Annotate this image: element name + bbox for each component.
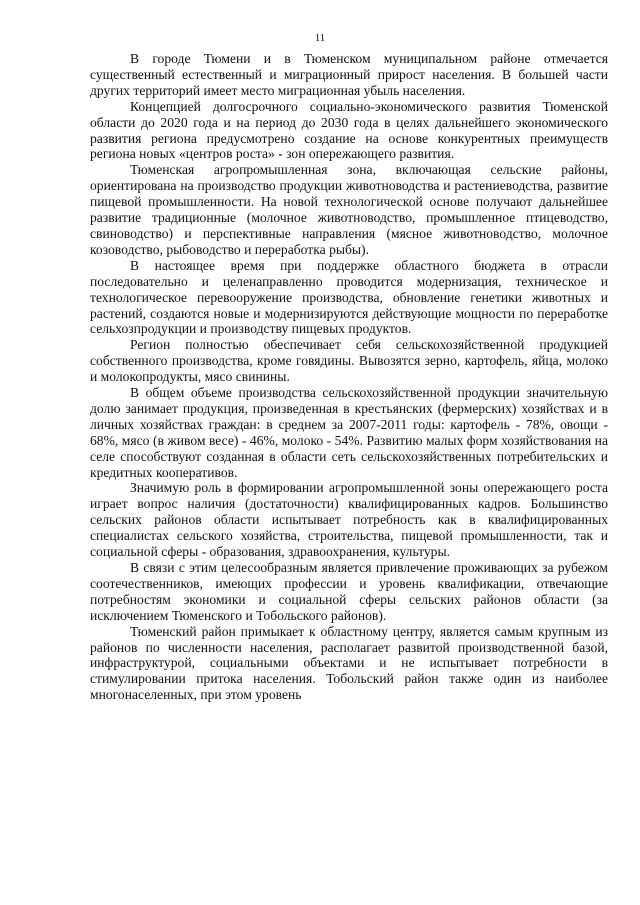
- paragraph-modernization: В настоящее время при поддержке областного бюджета в отрасли последовательно и целенаправленно проводится модернизация, техническое и технологическое перевооружение производства, обновление генетики животных и растений, создаются новые и модернизируются действующие мощности по переработке сельхозпродукции и производству пищевых продуктов.: [90, 257, 608, 337]
- paragraph-agro-zone: Тюменская агропромышленная зона, включающая сельские районы, ориентирована на производство продукции животноводства и растениеводства, развитие пищевой промышленности. На новой технологической основе получают дальнейшее развитие традиционные (молочное животноводство, промышленное птицеводство, свиноводство) и перспективные направления (мясное животноводство, молочное козоводство, рыбоводство и переработка рыбы).: [90, 162, 608, 257]
- paragraph-compatriots: В связи с этим целесообразным является привлечение проживающих за рубежом соотечественников, имеющих профессии и уровень квалификации, отвечающие потребностям экономики и социальной сферы сельских районов области (за исключением Тюменского и Тобольского районов).: [90, 560, 608, 623]
- paragraph-development-concept: Концепцией долгосрочного социально-экономического развития Тюменской области до 2020 года и на период до 2030 года в целях дальнейшего экономического развития региона предусмотрено создание на основе конкурентных преимуществ региона новых «центров роста» - зон опережающего развития.: [90, 98, 608, 162]
- paragraph-self-sufficiency: Регион полностью обеспечивает себя сельскохозяйственной продукцией собственного производства, кроме говядины. Вывозятся зерно, картофель, яйца, молоко и молокопродукты, мясо свинины.: [90, 337, 608, 385]
- page-number: 11: [314, 32, 326, 44]
- body-text: [90, 51, 608, 703]
- paragraph-tyumen-district: Тюменский район примыкает к областному центру, является самым крупным из районов по численности населения, располагает развитой производственной базой, инфраструктурой, социальными объектами и не испытывает потребности в стимулировании притока населения. Тобольский район также один из наиболее многонаселенных, при этом уровень: [90, 623, 608, 703]
- paragraph-population-growth: В городе Тюмени и в Тюменском муниципальном районе отмечается существенный естественный и миграционный прирост населения. В большей части других территорий имеет место миграционная убыль населения.: [90, 51, 608, 98]
- paragraph-personnel: Значимую роль в формировании агропромышленной зоны опережающего роста играет вопрос наличия (достаточности) квалифицированных кадров. Большинство сельских районов области испытывает потребность как в квалифицированных специалистах сельского хозяйства, строительства, пищевой промышленности, так и социальной сферы - образования, здравоохранения, культуры.: [90, 480, 608, 560]
- paragraph-production-share: В общем объеме производства сельскохозяйственной продукции значительную долю занимает продукция, произведенная в крестьянских (фермерских) хозяйствах и в личных хозяйствах граждан: в среднем за 2007-2011 годы: картофель - 78%, овощи - 68%, мясо (в живом весе) - 46%, молоко - 54%. Развитию малых форм хозяйствования на селе способствуют созданная в области сеть сельскохозяйственных потребительских и кредитных кооперативов.: [90, 385, 608, 480]
